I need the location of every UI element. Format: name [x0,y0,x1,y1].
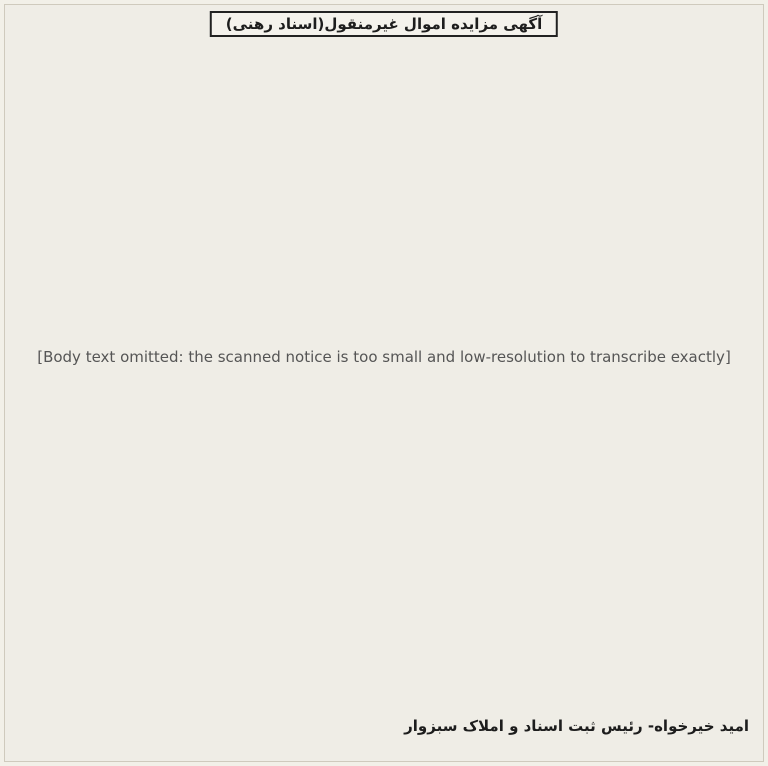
body-placeholder-note: [Body text omitted: the scanned notice is too small and low-resolution to transcribe exactly] [37,348,731,366]
newspaper-clipping [4,4,764,762]
notice-title: آگهی مزایده اموال غیرمنقول(اسناد رهنی) [210,11,558,37]
notice-body [19,45,749,709]
notice-signature: امید خیرخواه- رئیس ثبت اسناد و املاک سبزوار [404,717,749,735]
